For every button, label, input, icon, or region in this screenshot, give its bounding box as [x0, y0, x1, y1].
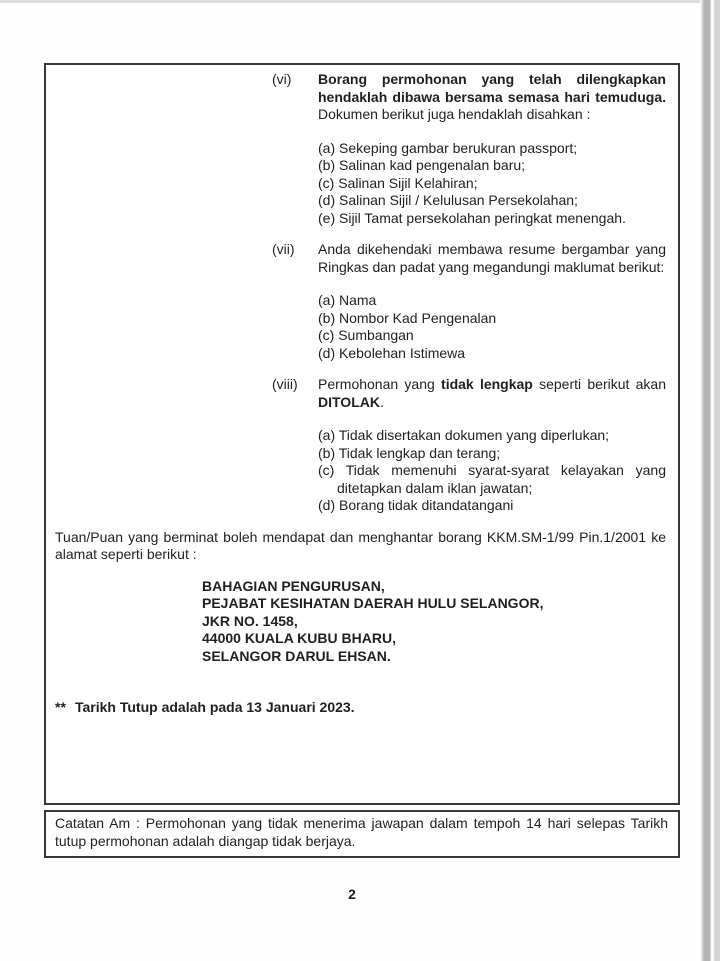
paragraph-run: . [379, 393, 384, 410]
scan-edge-top [0, 0, 720, 3]
closing-date-note [55, 699, 666, 717]
sub-list-item: (a) Tidak disertakan dokumen yang diperlukan; [318, 427, 610, 443]
general-note-box [44, 810, 680, 858]
sub-list-vi [318, 140, 666, 228]
sub-list-item: (b) Salinan kad pengenalan baru; [318, 157, 526, 173]
paragraph-run-bold: DITOLAK [318, 393, 380, 410]
item-paragraph-vi [318, 71, 666, 124]
numbered-item-viii [272, 376, 666, 515]
item-paragraph-vii [318, 241, 666, 276]
paragraph-run: Dokumen berikut juga hendaklah disahkan : [318, 106, 591, 122]
sub-list-item: (e) Sijil Tamat persekolahan peringkat menengah. [318, 209, 626, 226]
item-paragraph-viii [318, 376, 666, 411]
item-body-viii [318, 376, 666, 515]
sub-list-item: (d) Kebolehan Istimewa [318, 344, 466, 361]
sub-list-item: (d) Borang tidak ditandatangani [318, 497, 514, 513]
sub-list-item: (a) Sekeping gambar berukuran passport; [318, 139, 578, 156]
sub-list-item: (c) Tidak memenuhi syarat-syarat kelayakan yang ditetapkan dalam iklan jawatan; [318, 462, 666, 496]
general-note-text: Catatan Am : Permohonan yang tidak menerima jawapan dalam tempoh 14 hari selepas Tarikh tutup permohonan adalah diangap tidak berjaya. [55, 815, 668, 849]
item-number-vi: (vi) [272, 71, 292, 87]
numbered-item-vii [272, 241, 666, 362]
address-line: BAHAGIAN PENGURUSAN, [202, 577, 385, 594]
closing-paragraph: Tuan/Puan yang berminat boleh mendapat dan menghantar borang KKM.SM-1/99 Pin.1/2001 ke alamat seperti berikut : [55, 528, 666, 562]
sub-list-item: (b) Nombor Kad Pengenalan [318, 309, 497, 326]
sub-list-viii [318, 427, 666, 515]
sub-list-item: (a) Nama [318, 292, 377, 308]
address-line: SELANGOR DARUL EHSAN. [202, 647, 391, 664]
numbered-item-vi [272, 71, 666, 227]
sub-list-item: (d) Salinan Sijil / Kelulusan Persekolahan; [318, 192, 578, 208]
item-body-vii [318, 241, 666, 362]
address-line: 44000 KUALA KUBU BHARU, [202, 630, 396, 646]
paragraph-run: seperti berikut akan [532, 376, 666, 392]
closing-date-marker: ** [55, 699, 66, 715]
sub-list-item: (c) Sumbangan [318, 327, 414, 343]
paragraph-run: Anda dikehendaki membawa resume bergambar yang Ringkas dan padat yang megandungi maklumat berikut: [318, 241, 666, 275]
sub-list-vii [318, 292, 666, 362]
item-number-viii: (viii) [272, 376, 298, 392]
address-block [202, 578, 666, 666]
scan-edge-right [700, 0, 720, 961]
address-line: PEJABAT KESIHATAN DAERAH HULU SELANGOR, [202, 595, 544, 611]
item-number-vii: (vii) [272, 241, 295, 257]
paragraph-run-bold: Borang permohonan yang telah dilengkapkan hendaklah dibawa bersama semasa hari temuduga. [318, 71, 666, 105]
paragraph-run: Permohonan yang [318, 376, 442, 392]
address-line: JKR NO. 1458, [202, 612, 298, 629]
item-body-vi [318, 71, 666, 227]
page-number: 2 [348, 886, 356, 902]
sub-list-item: (b) Tidak lengkap dan terang; [318, 444, 501, 461]
paragraph-run-bold: tidak lengkap [441, 376, 533, 392]
closing-date-text: Tarikh Tutup adalah pada 13 Januari 2023. [75, 699, 355, 715]
main-content-box [44, 63, 680, 805]
sub-list-item: (c) Salinan Sijil Kelahiran; [318, 174, 478, 191]
